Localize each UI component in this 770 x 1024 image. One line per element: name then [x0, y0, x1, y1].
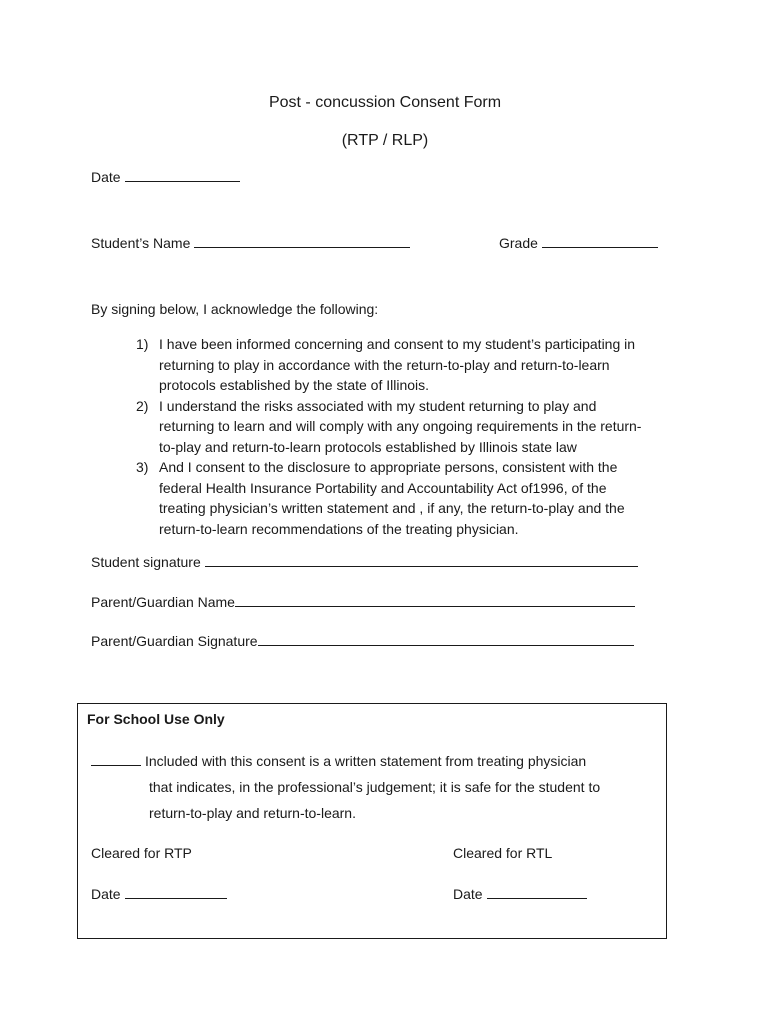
rtl-date-blank[interactable]: [487, 885, 587, 899]
parent-name-label: Parent/Guardian Name: [91, 594, 235, 610]
list-item-line: I have been informed concerning and consent to my student’s participating in: [159, 336, 636, 352]
physician-statement-line-3: return-to-play and return-to-learn.: [149, 805, 356, 821]
list-item-line: protocols established by the state of Illinois.: [159, 377, 430, 393]
list-item-line: to-play and return-to-learn protocols established by Illinois state law: [159, 438, 577, 455]
parent-signature-label: Parent/Guardian Signature: [91, 633, 258, 649]
physician-statement-text: Included with this consent is a written statement from treating physician: [145, 753, 587, 769]
rtp-date-blank[interactable]: [125, 885, 227, 899]
parent-name-field[interactable]: [91, 593, 635, 610]
physician-statement-check-blank[interactable]: [91, 752, 141, 766]
list-item-number: 3): [136, 459, 149, 475]
date-blank[interactable]: [125, 168, 240, 182]
list-item-line: returning to play in accordance with the return-to-play and return-to-learn: [159, 356, 610, 373]
school-use-box: [77, 703, 667, 939]
list-item-line: federal Health Insurance Portability and Accountability Act of1996, of the: [159, 479, 607, 496]
grade-field[interactable]: [499, 234, 658, 251]
physician-statement-line: [91, 752, 586, 769]
rtp-date-label: Date: [91, 886, 121, 902]
student-signature-blank[interactable]: [205, 553, 638, 567]
grade-blank[interactable]: [542, 234, 658, 248]
list-item: [136, 457, 696, 539]
grade-label: Grade: [499, 235, 538, 251]
cleared-rtl-label: Cleared for RTL: [453, 845, 553, 861]
student-signature-label: Student signature: [91, 554, 201, 570]
student-name-blank[interactable]: [194, 234, 410, 248]
form-subtitle: (RTP / RLP): [341, 132, 429, 149]
list-item-line: treating physician’s written statement and , if any, the return-to-play and the: [159, 500, 625, 516]
student-name-label: Student’s Name: [91, 235, 191, 251]
acknowledgement-list: [136, 334, 696, 539]
student-signature-field[interactable]: [91, 553, 638, 570]
acknowledge-intro: By signing below, I acknowledge the following:: [91, 301, 379, 317]
rtl-date-field[interactable]: [453, 885, 587, 902]
rtl-date-label: Date: [453, 886, 483, 902]
date-label: Date: [91, 169, 121, 185]
list-item-line: I understand the risks associated with my student returning to play and: [159, 397, 597, 414]
school-use-title: For School Use Only: [87, 711, 225, 727]
physician-statement-line-2: that indicates, in the professional’s judgement; it is safe for the student to: [149, 779, 601, 795]
rtp-date-field[interactable]: [91, 885, 227, 902]
list-item-number: 2): [136, 397, 149, 414]
parent-signature-field[interactable]: [91, 632, 634, 649]
list-item: [136, 334, 696, 396]
student-name-field[interactable]: [91, 234, 410, 251]
date-field[interactable]: [91, 168, 240, 185]
list-item: [136, 396, 696, 458]
list-item-line: And I consent to the disclosure to appropriate persons, consistent with the: [159, 459, 618, 475]
form-title: Post - concussion Consent Form: [268, 94, 502, 111]
parent-signature-blank[interactable]: [258, 632, 634, 646]
list-item-line: return-to-learn recommendations of the treating physician.: [159, 520, 519, 537]
cleared-rtp-label: Cleared for RTP: [91, 845, 192, 861]
parent-name-blank[interactable]: [235, 593, 635, 607]
list-item-number: 1): [136, 336, 149, 352]
list-item-line: returning to learn and will comply with any ongoing requirements in the return-: [159, 418, 642, 434]
